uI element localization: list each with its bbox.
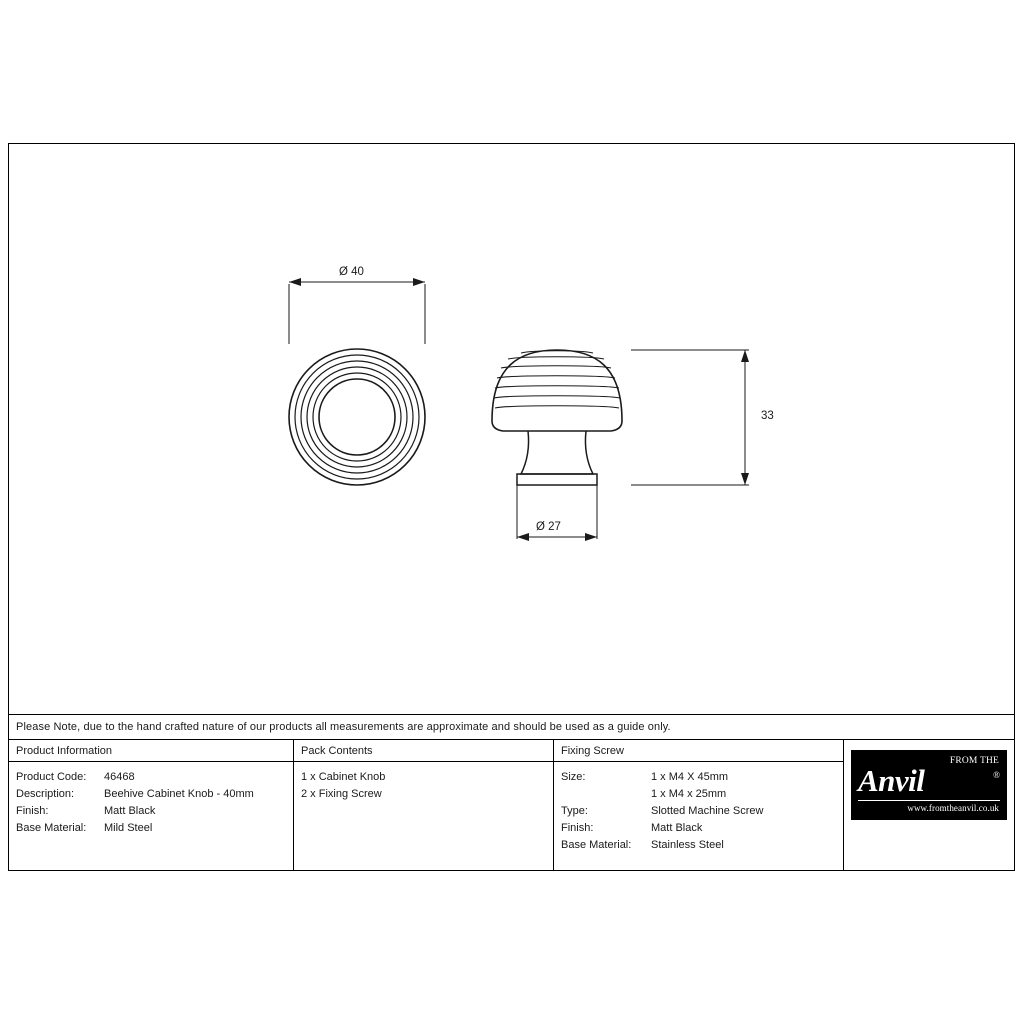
registered-trademark-icon: ® [993, 770, 1000, 780]
logo-divider [858, 800, 1000, 801]
please-note-text: Please Note, due to the hand crafted nature of our products all measurements are approximate and should be used as a guide only. [16, 721, 671, 733]
fixing-screw-column [554, 740, 844, 870]
table-row [561, 820, 843, 837]
finish-value: Matt Black [104, 805, 156, 817]
screw-size-value-2: 1 x M4 x 25mm [651, 788, 727, 800]
finish-label: Finish: [16, 805, 49, 817]
table-row [561, 769, 843, 786]
logo-website-url: www.fromtheanvil.co.uk [907, 803, 999, 813]
table-row [561, 786, 843, 803]
fixing-screw-header: Fixing Screw [554, 740, 843, 762]
screw-size-label-blank [561, 786, 651, 803]
product-information-column [9, 740, 294, 870]
product-code-label: Product Code: [16, 771, 87, 783]
technical-drawing-sheet [8, 143, 1015, 871]
description-label: Description: [16, 788, 75, 800]
beehive-knob-front-view [289, 349, 425, 485]
base-material-label: Base Material: [16, 822, 87, 834]
screw-type-label: Type: [561, 805, 588, 817]
screw-base-material-label: Base Material: [561, 839, 632, 851]
logo-wordmark: Anvil [858, 763, 925, 798]
table-row [16, 786, 293, 803]
pack-contents-column [294, 740, 554, 870]
screw-size-label: Size: [561, 771, 586, 783]
beehive-knob-side-view [492, 350, 622, 485]
information-table [9, 740, 1014, 870]
drawing-area [9, 144, 1014, 714]
logo-from-the-text: FROM THE [949, 756, 999, 766]
please-note-bar [9, 714, 1014, 740]
pack-contents-body [294, 762, 553, 803]
table-row [16, 803, 293, 820]
from-the-anvil-logo [851, 750, 1007, 820]
product-code-value: 46468 [104, 771, 135, 783]
pack-contents-header: Pack Contents [294, 740, 553, 762]
screw-finish-label: Finish: [561, 822, 594, 834]
screw-finish-value: Matt Black [651, 822, 703, 834]
fixing-screw-body [554, 762, 843, 854]
dimension-diameter-40 [289, 278, 425, 344]
table-row [561, 837, 843, 854]
description-value: Beehive Cabinet Knob - 40mm [104, 788, 254, 800]
table-row [561, 803, 843, 820]
knob-technical-drawing [9, 144, 1014, 714]
screw-base-material-value: Stainless Steel [651, 839, 724, 851]
brand-logo-column [844, 740, 1014, 870]
dimension-height-33 [631, 350, 749, 485]
dimension-label-height-33: 33 [761, 410, 774, 422]
screw-type-value: Slotted Machine Screw [651, 805, 764, 817]
list-item: 2 x Fixing Screw [301, 788, 382, 800]
list-item: 1 x Cabinet Knob [301, 771, 386, 783]
dimension-label-diameter-40: Ø 40 [339, 266, 364, 278]
base-material-value: Mild Steel [104, 822, 153, 834]
table-row [16, 769, 293, 786]
table-row [16, 820, 293, 837]
product-information-header: Product Information [9, 740, 293, 762]
screw-size-value-1: 1 x M4 X 45mm [651, 771, 729, 783]
dimension-label-diameter-27: Ø 27 [536, 521, 561, 533]
product-information-body [9, 762, 293, 837]
